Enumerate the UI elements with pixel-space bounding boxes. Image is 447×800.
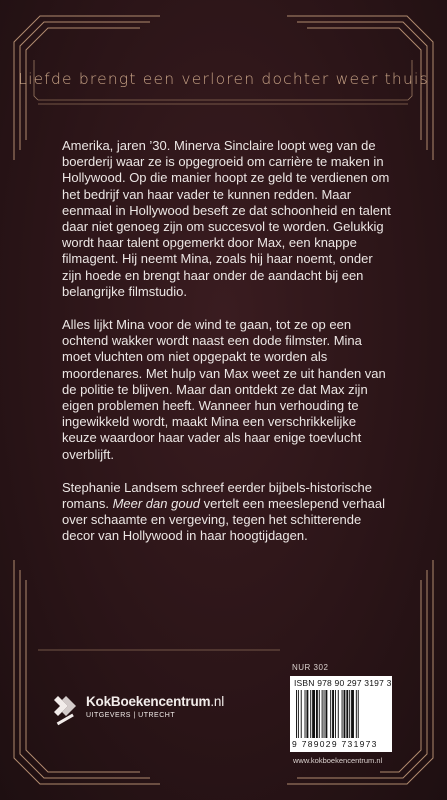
barcode-bar [322,690,323,738]
barcode-bar [298,690,299,738]
barcode-bar [305,690,306,738]
barcode-bar [335,690,336,738]
nur-code: NUR 302 [292,663,329,672]
blurb-paragraph-1: Amerika, jaren ’30. Minerva Sinclaire loopt weg van de boerderij waar ze is opgegroeid om carrière te maken in Hollywood. Op die manier hoopt ze geld te verdienen om het bedrijf van haar vader te kunnen redden. Maar eenmaal in Hollywood beseft ze dat schoonheid en talent daar niet genoeg zijn om succesvol te worden. Gelukkig wordt haar talent opgemerkt door Max, een knappe filmagent. Hij neemt Mina, zoals hij haar noemt, onder zijn hoede en brengt haar onder de aandacht bij een belangrijke filmstudio. [62,138,391,299]
blurb-p3-end: vertelt een meeslepend verhaal over schaamte en vergeving, tegen het schitterende decor van Hollywood in haar hoogtijdagen. [62,496,386,544]
barcode-bar [316,690,318,738]
isbn-text: ISBN 978 90 297 3197 3 [294,678,392,688]
barcode-bar [319,690,320,738]
barcode-bar [338,690,339,738]
publisher-name-tld: .nl [210,694,225,709]
barcode-bars [296,690,386,738]
kok-logo-icon [52,690,82,726]
tagline: Liefde brengt een verloren dochter weer thuis [18,70,429,88]
publisher-subtitle: UITGEVERS | UTRECHT [86,712,176,719]
publisher-name-bold: KokBoekencentrum [86,694,211,709]
barcode-bar [325,690,327,738]
publisher-website: www.kokboekencentrum.nl [293,756,383,765]
barcode-bar [342,690,343,738]
publisher-name [86,694,224,709]
barcode-bar [349,690,350,738]
barcode-bar [344,690,346,738]
barcode-bar [301,690,302,738]
blurb-paragraph-3 [62,480,393,545]
barcode [290,676,392,752]
barcode-bar [312,690,315,738]
blurb-paragraph-2: Alles lijkt Mina voor de wind te gaan, tot ze op een ochtend wakker wordt naast een dode filmster. Mina moet vluchten om niet opgepakt te worden als moordenares. Met hulp van Max weet ze uit handen van de politie te blijven. Maar dan ontdekt ze dat Max zijn eigen problemen heeft. Wanneer hun verhouding te ingewikkeld wordt, maakt Mina een verschrikkelijke keuze waardoor haar vader als haar enige toevlucht overblijft. [62,317,386,462]
barcode-bar [332,690,334,738]
barcode-bar [356,690,357,738]
blurb-text [62,138,393,562]
barcode-bar [296,690,297,738]
barcode-bar [306,690,308,738]
barcode-bar [346,690,348,738]
barcode-bar [324,690,325,738]
book-title-inline: Meer dan goud [112,496,201,512]
barcode-bar [330,690,331,738]
blurb-p3-start: Stephanie Landsem schreef eerder bijbels-historische romans. [62,479,373,512]
barcode-bar [310,690,311,738]
barcode-bar [351,690,354,738]
barcode-bar [358,690,359,738]
publisher-logo [52,690,252,730]
barcode-digits: 9 789029 731973 [292,739,378,749]
